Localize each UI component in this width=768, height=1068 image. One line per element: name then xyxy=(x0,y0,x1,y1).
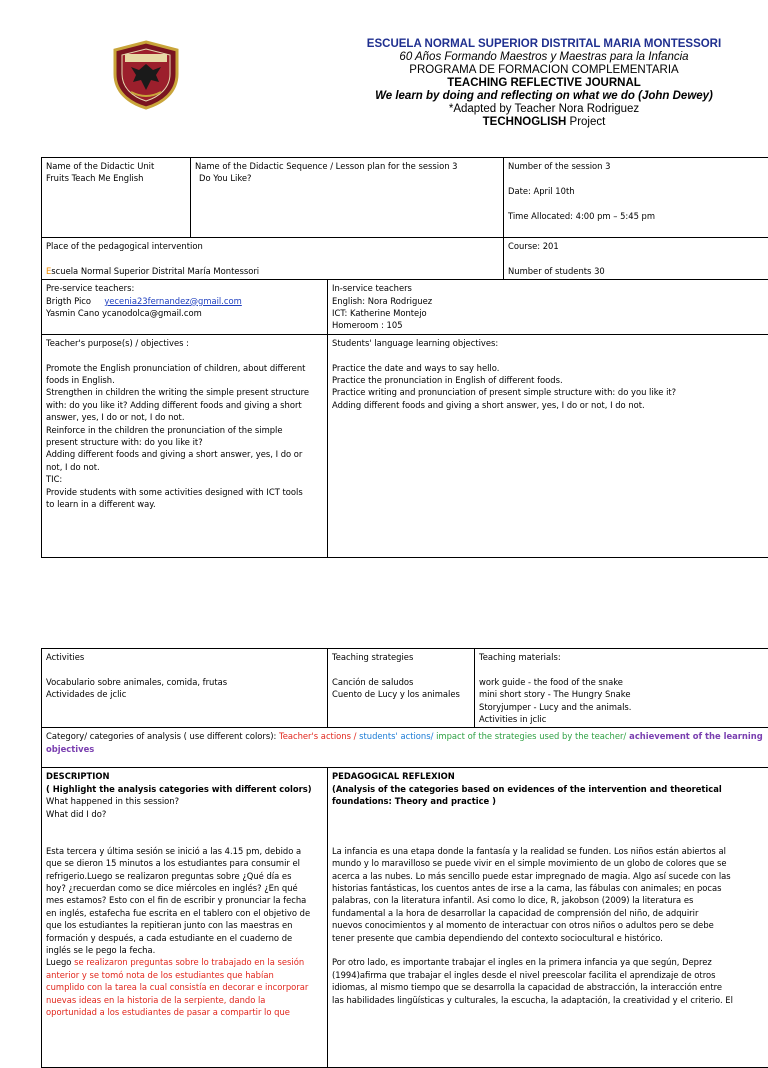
material-line: Storyjumper - Lucy and the animals. xyxy=(479,701,768,713)
reflexion-line: La infancia es una etapa donde la fantasía y la realidad se funden. Los niños están abiertos al xyxy=(332,845,768,857)
preservice-teacher-2: Yasmin Cano ycanodolca@gmail.com xyxy=(46,307,323,319)
description-line: en inglés, estafecha fue escrita en el tablero con el objetivo de xyxy=(46,907,323,919)
reflexion-subtitle: (Analysis of the categories based on evidences of the intervention and theoretical xyxy=(332,783,768,795)
description-line: que se dieron 15 minutos a los estudiantes para consumir el xyxy=(46,857,323,869)
teacher1-email-link[interactable]: yecenia23fernandez@gmail.com xyxy=(104,296,241,306)
inservice-homeroom: Homeroom : 105 xyxy=(332,319,768,331)
description-teacher-action-line xyxy=(46,956,323,968)
purpose-line: Reinforce in the children the pronunciation of the simple xyxy=(46,424,323,436)
sequence-label: Name of the Didactic Sequence / Lesson plan for the session 3 xyxy=(195,160,499,172)
activities-row xyxy=(42,649,768,728)
description-line: formación y después, a cada estudiante en el cuaderno de xyxy=(46,932,323,944)
strategy-line: Canción de saludos xyxy=(332,676,470,688)
teacher-action-text: cumplido con la tarea la cual consistía en decorar e incorporar xyxy=(46,981,323,993)
course-label: Course: 201 xyxy=(508,240,768,252)
materials-label: Teaching materials: xyxy=(479,651,768,663)
category-impact: impact of the strategies used by the teacher/ xyxy=(433,731,626,741)
description-question-2: What did I do? xyxy=(46,808,323,820)
activity-line: Actividades de jclic xyxy=(46,688,323,700)
unit-cell xyxy=(42,158,191,238)
category-teacher-actions: Teacher's actions / xyxy=(279,731,356,741)
place-value xyxy=(46,265,499,277)
teacher-action-text: nuevas ideas en la historia de la serpiente, dando la xyxy=(46,994,323,1006)
purpose-line: Strengthen in children the writing the simple present structure xyxy=(46,386,323,398)
activity-line: Vocabulario sobre animales, comida, frutas xyxy=(46,676,323,688)
place-cell xyxy=(42,238,504,280)
unit-value: Fruits Teach Me English xyxy=(46,172,186,184)
school-name: ESCUELA NORMAL SUPERIOR DISTRITAL MARIA MONTESSORI xyxy=(300,38,768,51)
materials-cell xyxy=(475,649,768,728)
purpose-line: to learn in a different way. xyxy=(46,498,323,510)
preservice-label: Pre-service teachers: xyxy=(46,282,323,294)
course-cell xyxy=(504,238,768,280)
session-date: Date: April 10th xyxy=(508,185,768,197)
categories-row xyxy=(42,728,768,768)
lesson-info-table xyxy=(41,157,768,558)
language-objective-line: Adding different foods and giving a short answer, yes, I do or not, I do not. xyxy=(332,399,768,411)
purpose-line: Adding different foods and giving a short answer, yes, I do or xyxy=(46,448,323,460)
teacher-action-text: se realizaron preguntas sobre lo trabajado en la sesión xyxy=(71,957,304,967)
place-label: Place of the pedagogical intervention xyxy=(46,240,499,252)
sequence-value: Do You Like? xyxy=(195,172,499,184)
reflexion-title: PEDAGOGICAL REFLEXION xyxy=(332,770,768,782)
project-suffix: Project xyxy=(566,116,605,128)
activities-label: Activities xyxy=(46,651,323,663)
session-time: Time Allocated: 4:00 pm – 5:45 pm xyxy=(508,210,768,222)
language-objectives-cell xyxy=(328,334,768,557)
reflexion-line: acerca a las nubes. Lo más sencillo puede estar impregnado de magia. Algo así sucede con las xyxy=(332,870,768,882)
place-rest: scuela Normal Superior Distrital María Montessori xyxy=(51,266,259,276)
teacher-action-text: oportunidad a los estudiantes de pasar a compartir lo que xyxy=(46,1006,323,1018)
material-line: work guide - the food of the snake xyxy=(479,676,768,688)
material-line: Activities in jclic xyxy=(479,713,768,725)
purpose-line: Provide students with some activities designed with ICT tools xyxy=(46,486,323,498)
purpose-line: not, I do not. xyxy=(46,461,323,473)
session-label: Number of the session 3 xyxy=(508,160,768,172)
inservice-cell xyxy=(328,280,768,335)
purposes-cell xyxy=(42,334,328,557)
purpose-line: TIC: xyxy=(46,473,323,485)
description-question-1: What happened in this session? xyxy=(46,795,323,807)
purpose-line: answer, yes, I do or not, I do not. xyxy=(46,411,323,423)
reflexion-line: Por otro lado, es importante trabajar el ingles en la primera infancia ya que según, Deprez xyxy=(332,956,768,968)
description-line: refrigerio.Luego se realizaron preguntas sobre ¿Qué día es xyxy=(46,870,323,882)
categories-cell xyxy=(42,728,768,768)
sequence-cell xyxy=(191,158,504,238)
description-line: que los estudiantes la repitieran junto con las maestras en xyxy=(46,919,323,931)
activities-cell xyxy=(42,649,328,728)
program-line: PROGRAMA DE FORMACION COMPLEMENTARIA xyxy=(300,64,768,77)
reflexion-line: nuevos conocimientos y al momento de interactuar con otros niños o adultos pero se debe xyxy=(332,919,768,931)
students-count: Number of students 30 xyxy=(508,265,768,277)
reflexion-line: fundamental a la hora de desarrollar la capacidad de comprensión del niño, de adquirir xyxy=(332,907,768,919)
inservice-english: English: Nora Rodriguez xyxy=(332,295,768,307)
reflexion-subtitle: foundations: Theory and practice ) xyxy=(332,795,768,807)
journal-header xyxy=(300,38,768,129)
description-cell xyxy=(42,768,328,1068)
place-initial: E xyxy=(46,266,51,276)
strategies-label: Teaching strategies xyxy=(332,651,470,663)
purpose-line: foods in English. xyxy=(46,374,323,386)
category-students-actions: students' actions/ xyxy=(356,731,433,741)
teacher-action-text: anterior y se tomó nota de los estudiantes que habían xyxy=(46,969,323,981)
material-line: mini short story - The Hungry Snake xyxy=(479,688,768,700)
language-objective-line: Practice writing and pronunciation of present simple structure with: do you like it? xyxy=(332,386,768,398)
teachers-row xyxy=(42,280,768,335)
inservice-ict: ICT: Katherine Montejo xyxy=(332,307,768,319)
purpose-line: Promote the English pronunciation of children, about different xyxy=(46,362,323,374)
description-line: Esta tercera y última sesión se inició a las 4.15 pm, debido a xyxy=(46,845,323,857)
unit-row xyxy=(42,158,768,238)
description-line: inglés se le pego la fecha. xyxy=(46,944,323,956)
preservice-teacher-1 xyxy=(46,295,323,307)
teacher1-name: Brigth Pico xyxy=(46,296,91,306)
school-crest-logo xyxy=(111,40,181,110)
description-row xyxy=(42,768,768,1068)
inservice-label: In-service teachers xyxy=(332,282,768,294)
reflexion-line: tener presente que cambia dependiendo del contexto sociocultural e histórico. xyxy=(332,932,768,944)
language-objectives-label: Students' language learning objectives: xyxy=(332,337,768,349)
objectives-row xyxy=(42,334,768,557)
category-achievement: achievement of the learning objectives xyxy=(46,731,763,753)
motto-line: We learn by doing and reflecting on what we do (John Dewey) xyxy=(300,90,768,103)
journal-title: TEACHING REFLECTIVE JOURNAL xyxy=(300,77,768,90)
purposes-label: Teacher's purpose(s) / objectives : xyxy=(46,337,323,349)
description-title: DESCRIPTION xyxy=(46,770,323,782)
reflexion-line: historias fantásticas, los cuentos antes de irse a la cama, las fábulas con animales; en pocas xyxy=(332,882,768,894)
purpose-line: with: do you like it? Adding different foods and giving a short xyxy=(46,399,323,411)
description-line: hoy? ¿recuerdan como se dice miércoles en inglés? ¿En qué xyxy=(46,882,323,894)
analysis-table xyxy=(41,648,768,1068)
reflexion-line: palabras, con la literatura infantil. Asi como lo dice, R, jakobson (2009) la literatura es xyxy=(332,894,768,906)
reflexion-line: las habilidades lingüísticas y culturales, la escucha, la adaptación, la creatividad y el criterio. El xyxy=(332,994,768,1006)
strategy-line: Cuento de Lucy y los animales xyxy=(332,688,470,700)
description-luego: Luego xyxy=(46,957,71,967)
session-cell xyxy=(504,158,768,238)
place-row xyxy=(42,238,768,280)
preservice-cell xyxy=(42,280,328,335)
adapted-by-line: *Adapted by Teacher Nora Rodriguez xyxy=(300,103,768,116)
categories-prefix: Category/ categories of analysis ( use different colors): xyxy=(46,731,279,741)
reflexion-line: idiomas, al mismo tiempo que se desarrolla la capacidad de abstracción, la interacción entre xyxy=(332,981,768,993)
project-name: TECHNOGLISH xyxy=(483,116,567,128)
purpose-line: present structure with: do you like it? xyxy=(46,436,323,448)
strategies-cell xyxy=(328,649,475,728)
project-line xyxy=(300,116,768,129)
description-line: mes estamos? Esto con el fin de escribir y pronunciar la fecha xyxy=(46,894,323,906)
unit-label: Name of the Didactic Unit xyxy=(46,160,186,172)
language-objective-line: Practice the date and ways to say hello. xyxy=(332,362,768,374)
reflexion-cell xyxy=(328,768,768,1068)
description-subtitle: ( Highlight the analysis categories with different colors) xyxy=(46,783,323,795)
language-objective-line: Practice the pronunciation in English of different foods. xyxy=(332,374,768,386)
reflexion-line: (1994)afirma que trabajar el ingles desde el nivel preescolar facilita el aprendizaje de otros xyxy=(332,969,768,981)
reflexion-line: mundo y lo maravilloso se puede vivir en el simple movimiento de un globo de colores que se xyxy=(332,857,768,869)
anniversary-line: 60 Años Formando Maestros y Maestras para la Infancia xyxy=(300,51,768,64)
